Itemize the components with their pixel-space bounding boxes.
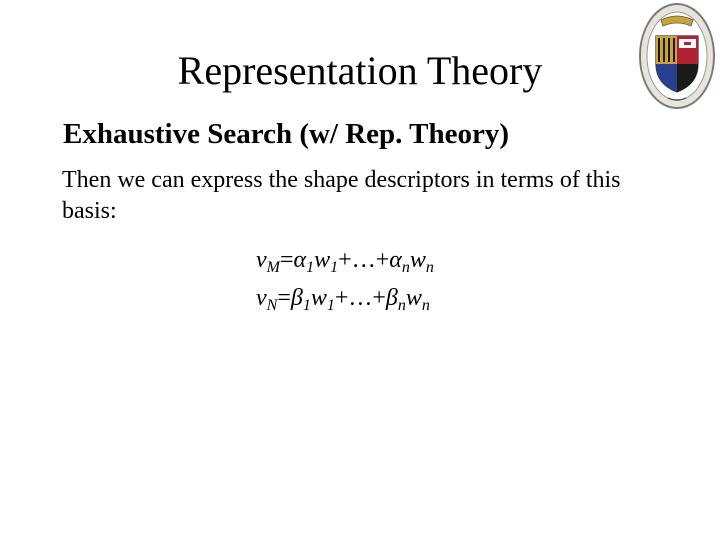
body-text: Then we can express the shape descriptors in terms of this basis:	[62, 167, 621, 224]
university-seal-icon	[638, 2, 716, 110]
slide-title: Representation Theory	[177, 48, 543, 93]
equation-vn: $v_N=\beta_1w_1+\dots+\beta_nw_n$	[256, 285, 430, 314]
slide-subtitle: Exhaustive Search (w/ Rep. Theory)	[63, 118, 510, 150]
equation-vm: $v_M=\alpha_1w_1+\dots+\alpha_nw_n$	[256, 247, 434, 276]
